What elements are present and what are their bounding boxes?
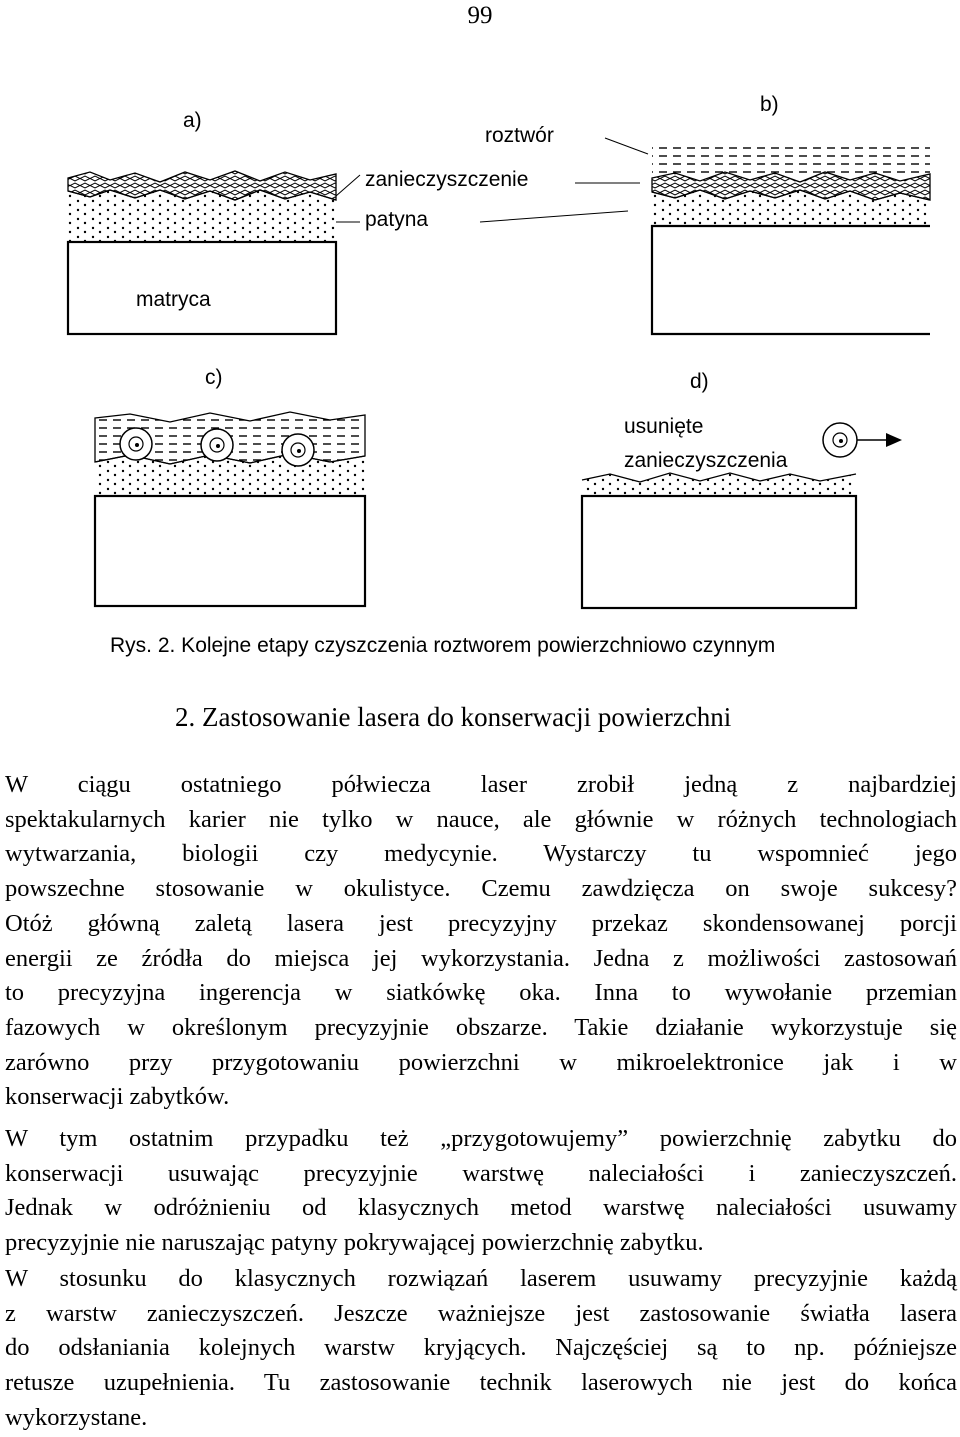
label-solution: roztwór: [485, 124, 554, 147]
paragraph-line: wytwarzania, biologii czy medycynie. Wystarczy tu wspomnieć jego: [5, 840, 957, 868]
label-removed-line2: zanieczyszczenia: [624, 449, 788, 472]
removed-micelle: [823, 423, 857, 457]
panel-c: [95, 412, 365, 606]
patina-layer: [68, 190, 336, 242]
paragraph-line: zarówno przy przygotowaniu powierzchni w mikroelektronice jak i w: [5, 1048, 957, 1076]
panel-a-label: a): [183, 109, 202, 132]
figure-cleaning-stages: [0, 0, 960, 640]
paragraph-1: [5, 768, 957, 1115]
panel-c-label: c): [205, 366, 223, 389]
paragraph-line: to precyzyjna ingerencja w siatkówkę oka. Inna to wywołanie przemian: [5, 979, 957, 1007]
matrix-block: [95, 496, 365, 606]
arrow-head-icon: [886, 433, 902, 447]
paragraph-line: W stosunku do klasycznych rozwiązań laserem usuwamy precyzyjnie każdą: [5, 1265, 957, 1292]
paragraph-line: fazowych w określonym precyzyjnie obszarze. Takie działanie wykorzystuje się: [5, 1013, 957, 1041]
label-patina: patyna: [365, 208, 429, 231]
paragraph-line: do odsłaniania kolejnych warstw kryjących. Najczęściej są to np. późniejsze: [5, 1334, 957, 1362]
paragraph-line: precyzyjnie nie naruszając patyny pokrywającej powierzchnię zabytku.: [5, 1229, 704, 1257]
page-number: 99: [467, 2, 493, 29]
micelle-contaminant-3: [282, 434, 314, 466]
paragraph-2: [5, 1122, 957, 1261]
micelle-contaminant-2: [201, 429, 233, 461]
paragraph-line: konserwacji zabytków.: [5, 1083, 230, 1111]
micelle-contaminant-1: [120, 428, 152, 460]
figure-caption: Rys. 2. Kolejne etapy czyszczenia roztworem powierzchniowo czynnym: [110, 634, 776, 657]
panel-a: [68, 171, 360, 334]
paragraph-line: Otóż główną zaletą lasera jest precyzyjny przekaz skondensowanej porcji: [5, 909, 957, 937]
paragraph-line: z warstw zanieczyszczeń. Jeszcze ważniejsze jest zastosowanie światła lasera: [5, 1299, 957, 1327]
matrix-block: [652, 226, 930, 334]
paragraph-line: energii ze źródła do miejsca jej wykorzystania. Jedna z możliwości zastosowań: [5, 944, 957, 972]
panel-d-label: d): [690, 370, 709, 393]
label-contamination: zanieczyszczenie: [365, 168, 529, 191]
label-removed-line1: usunięte: [624, 415, 704, 438]
section-heading: 2. Zastosowanie lasera do konserwacji powierzchni: [175, 702, 732, 732]
matrix-block: [582, 496, 856, 608]
label-matrix: matryca: [136, 288, 211, 311]
paragraph-3: [5, 1262, 957, 1436]
paragraph-line: W ciągu ostatniego półwiecza laser zrobił jedną z najbardziej: [5, 771, 957, 798]
paragraph-line: powszechne stosowanie w okulistyce. Czemu zawdzięcza on swoje sukcesy?: [5, 875, 957, 903]
paragraph-line: Jednak w odróżnieniu od klasycznych metod warstwę naleciałości usuwamy: [5, 1194, 957, 1222]
solution-layer: [652, 143, 930, 177]
paragraph-line: wykorzystane.: [5, 1403, 148, 1431]
paragraph-line: spektakularnych karier nie tylko w nauce, ale głównie w różnych technologiach: [5, 805, 957, 833]
paragraph-line: retusze uzupełnienia. Tu zastosowanie technik laserowych nie jest do końca: [5, 1369, 957, 1397]
paragraph-line: W tym ostatnim przypadku też „przygotowujemy” powierzchnię zabytku do: [5, 1125, 957, 1152]
panel-b-label: b): [760, 93, 779, 116]
paragraph-line: konserwacji usuwając precyzyjnie warstwę naleciałości i zanieczyszczeń.: [5, 1159, 957, 1187]
panel-b: [480, 138, 930, 334]
